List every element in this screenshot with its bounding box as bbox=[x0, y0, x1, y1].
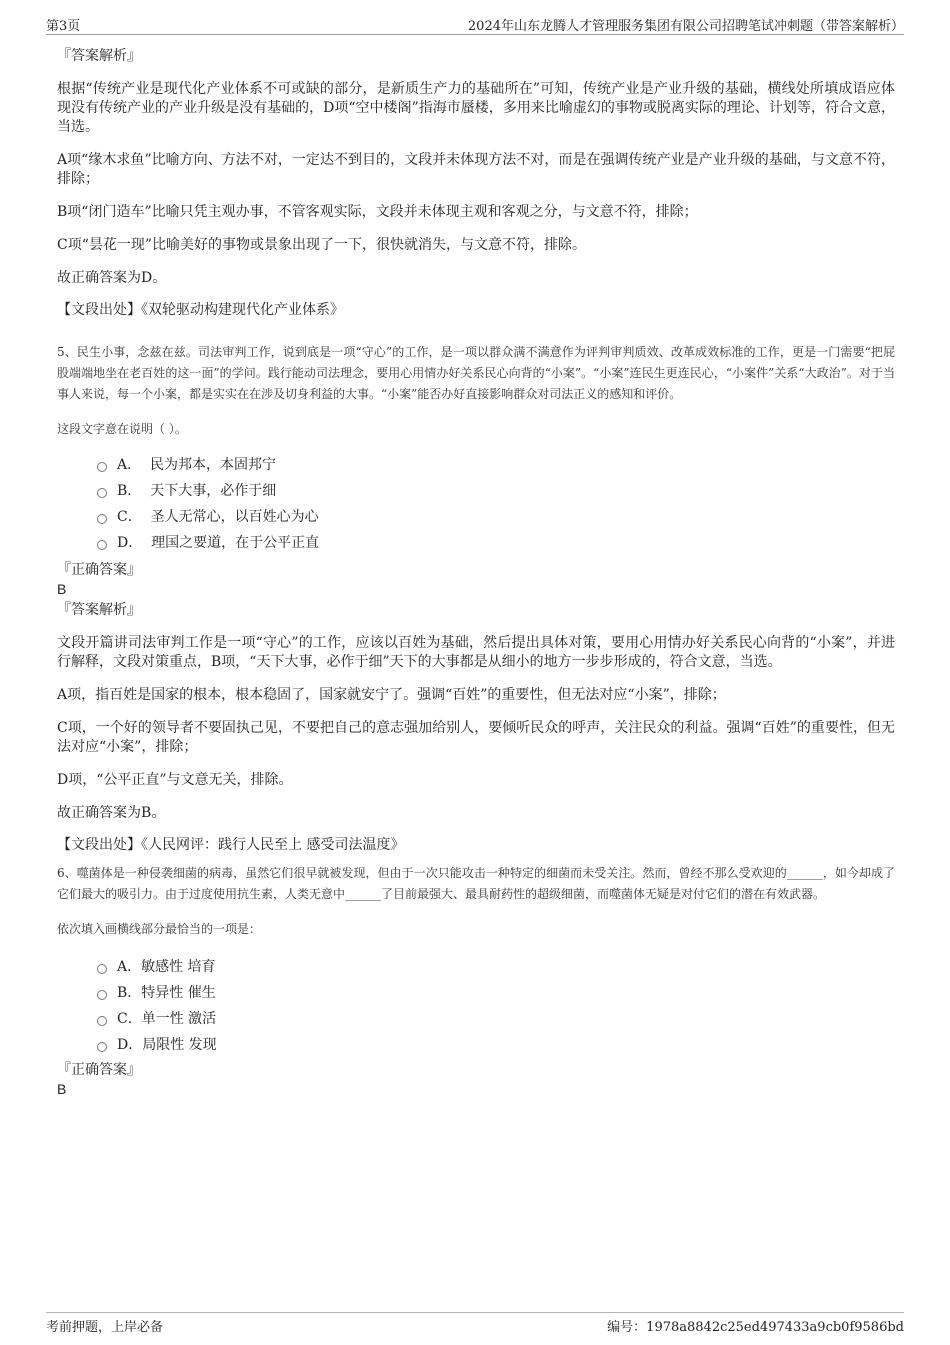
radio-icon[interactable] bbox=[97, 964, 107, 974]
option-label: C． 圣人无常心，以百姓心为心 bbox=[117, 509, 319, 525]
radio-icon[interactable] bbox=[97, 540, 107, 550]
analysis-option-c: C项“昙花一现”比喻美好的事物或景象出现了一下，很快就消失，与文意不符，排除。 bbox=[57, 237, 587, 253]
radio-icon[interactable] bbox=[97, 1016, 107, 1026]
radio-icon[interactable] bbox=[97, 1042, 107, 1052]
source-citation: 【文段出处】《人民网评：践行人民至上 感受司法温度》 bbox=[57, 837, 405, 853]
option-a[interactable] bbox=[97, 954, 895, 980]
fill-blank: ______ bbox=[786, 866, 823, 880]
source-citation: 【文段出处】《双轮驱动构建现代化产业体系》 bbox=[57, 302, 344, 318]
analysis-paragraph: 文段开篇讲司法审判工作是一项“守心”的工作，应该以百姓为基础，然后提出具体对策，要用心用情办好关系民心向背的“小案”，并进行解释，文段对策重点，B项，“天下大事，必作于细”天下的大事都是从细小的地方一步步形成的，符合文意，当选。 bbox=[57, 635, 895, 670]
option-label: D．局限性 发现 bbox=[117, 1037, 217, 1053]
footer-slogan: 考前押题，上岸必备 bbox=[46, 1320, 164, 1335]
option-label: A． 民为邦本，本固邦宁 bbox=[117, 457, 277, 473]
analysis-option-d: D项，“公平正直”与文意无关，排除。 bbox=[57, 772, 293, 788]
option-d[interactable] bbox=[97, 1032, 895, 1058]
correct-answer: B bbox=[57, 581, 67, 597]
correct-answer-label: 『正确答案』 bbox=[57, 1062, 141, 1078]
analysis-label: 『答案解析』 bbox=[57, 48, 141, 64]
question-6-options bbox=[57, 954, 895, 1058]
option-label: D． 理国之要道，在于公平正直 bbox=[117, 535, 320, 551]
analysis-option-b: B项“闭门造车”比喻只凭主观办事，不管客观实际，文段并未体现主观和客观之分，与文意不符，排除； bbox=[57, 204, 698, 220]
correct-answer-label: 『正确答案』 bbox=[57, 562, 141, 578]
page-footer bbox=[46, 1312, 904, 1337]
analysis-conclusion: 故正确答案为D。 bbox=[57, 270, 167, 286]
analysis-option-a: A项“缘木求鱼”比喻方向、方法不对，一定达不到目的，文段并未体现方法不对，而是在强调传统产业是产业升级的基础，与文意不符，排除； bbox=[57, 152, 895, 187]
radio-icon[interactable] bbox=[97, 514, 107, 524]
stem-text: 的 bbox=[774, 866, 787, 880]
option-a[interactable] bbox=[97, 452, 895, 478]
question-5-stem: 5、民生小事，念兹在兹。司法审判工作，说到底是一项“守心”的工作，是一项以群众满不满意作为评判审判质效、改革成效标准的工作，更是一门需要“把屁股端端地坐在老百姓的这一面”的学问。践行能动司法理念，要用心用情办好关系民心向背的“小案”。“小案”连民生更连民心，“小案件”关系“大政治”。对于当事人来说，每一个小案，都是实实在在涉及切身利益的大事。“小案”能否办好直接影响群众对司法正义的感知和评价。 bbox=[57, 345, 895, 401]
fill-blank: ______ bbox=[345, 887, 382, 901]
analysis-option-c: C项，一个好的领导者不要固执己见，不要把自己的意志强加给别人，要倾听民众的呼声，关注民众的利益。强调“百姓”的重要性，但无法对应“小案”，排除； bbox=[57, 720, 895, 755]
option-label: C．单一性 激活 bbox=[117, 1011, 217, 1027]
correct-answer: B bbox=[57, 1081, 67, 1097]
document-title: 2024年山东龙腾人才管理服务集团有限公司招聘笔试冲刺题（带答案解析） bbox=[467, 19, 904, 34]
option-c[interactable] bbox=[97, 504, 895, 530]
analysis-conclusion: 故正确答案为B。 bbox=[57, 805, 166, 821]
stem-text: 了目前最强大、最具耐药性的超级细菌，而噬菌体无疑是对付它们的潜在有效武器。 bbox=[381, 887, 826, 901]
question-6-prompt: 依次填入画横线部分最恰当的一项是： bbox=[57, 922, 262, 936]
analysis-label: 『答案解析』 bbox=[57, 602, 141, 618]
radio-icon[interactable] bbox=[97, 990, 107, 1000]
page-header bbox=[46, 14, 904, 35]
stem-text: ，如今却成了它们最大的吸引力。由于过度使用抗生素，人类无意中 bbox=[57, 866, 895, 901]
analysis-paragraph: 根据“传统产业是现代化产业体系不可或缺的部分，是新质生产力的基础所在”可知，传统产业是产业升级的基础，横线处所填成语应体现没有传统产业的产业升级是没有基础的，D项“空中楼阁”指海市蜃楼，多用来比喻虚幻的事物或脱离实际的理论、计划等，符合文意，当选。 bbox=[57, 81, 895, 135]
option-label: B． 天下大事，必作于细 bbox=[117, 483, 277, 499]
option-b[interactable] bbox=[97, 980, 895, 1006]
option-b[interactable] bbox=[97, 478, 895, 504]
document-id: 编号：1978a8842c25ed497433a9cb0f9586bd bbox=[607, 1320, 904, 1335]
question-6-stem bbox=[57, 863, 895, 905]
page-number: 第3页 bbox=[46, 19, 81, 34]
option-d[interactable] bbox=[97, 530, 895, 556]
question-5-prompt: 这段文字意在说明（ ）。 bbox=[57, 422, 187, 436]
radio-icon[interactable] bbox=[97, 462, 107, 472]
option-c[interactable] bbox=[97, 1006, 895, 1032]
document-body bbox=[57, 46, 895, 1098]
analysis-option-a: A项，指百姓是国家的根本，根本稳固了，国家就安宁了。强调“百姓”的重要性，但无法对应“小案”，排除； bbox=[57, 687, 726, 703]
radio-icon[interactable] bbox=[97, 488, 107, 498]
stem-text: 6、噬菌体是一种侵袭细菌的病毒，虽然它们很早就被发现，但由于一次只能攻击一种特定的细菌而未受关注。然而，曾经不那么受欢迎 bbox=[57, 866, 775, 880]
option-label: B．特异性 催生 bbox=[117, 985, 216, 1001]
option-label: A．敏感性 培育 bbox=[117, 959, 216, 975]
question-5-options bbox=[57, 452, 895, 556]
